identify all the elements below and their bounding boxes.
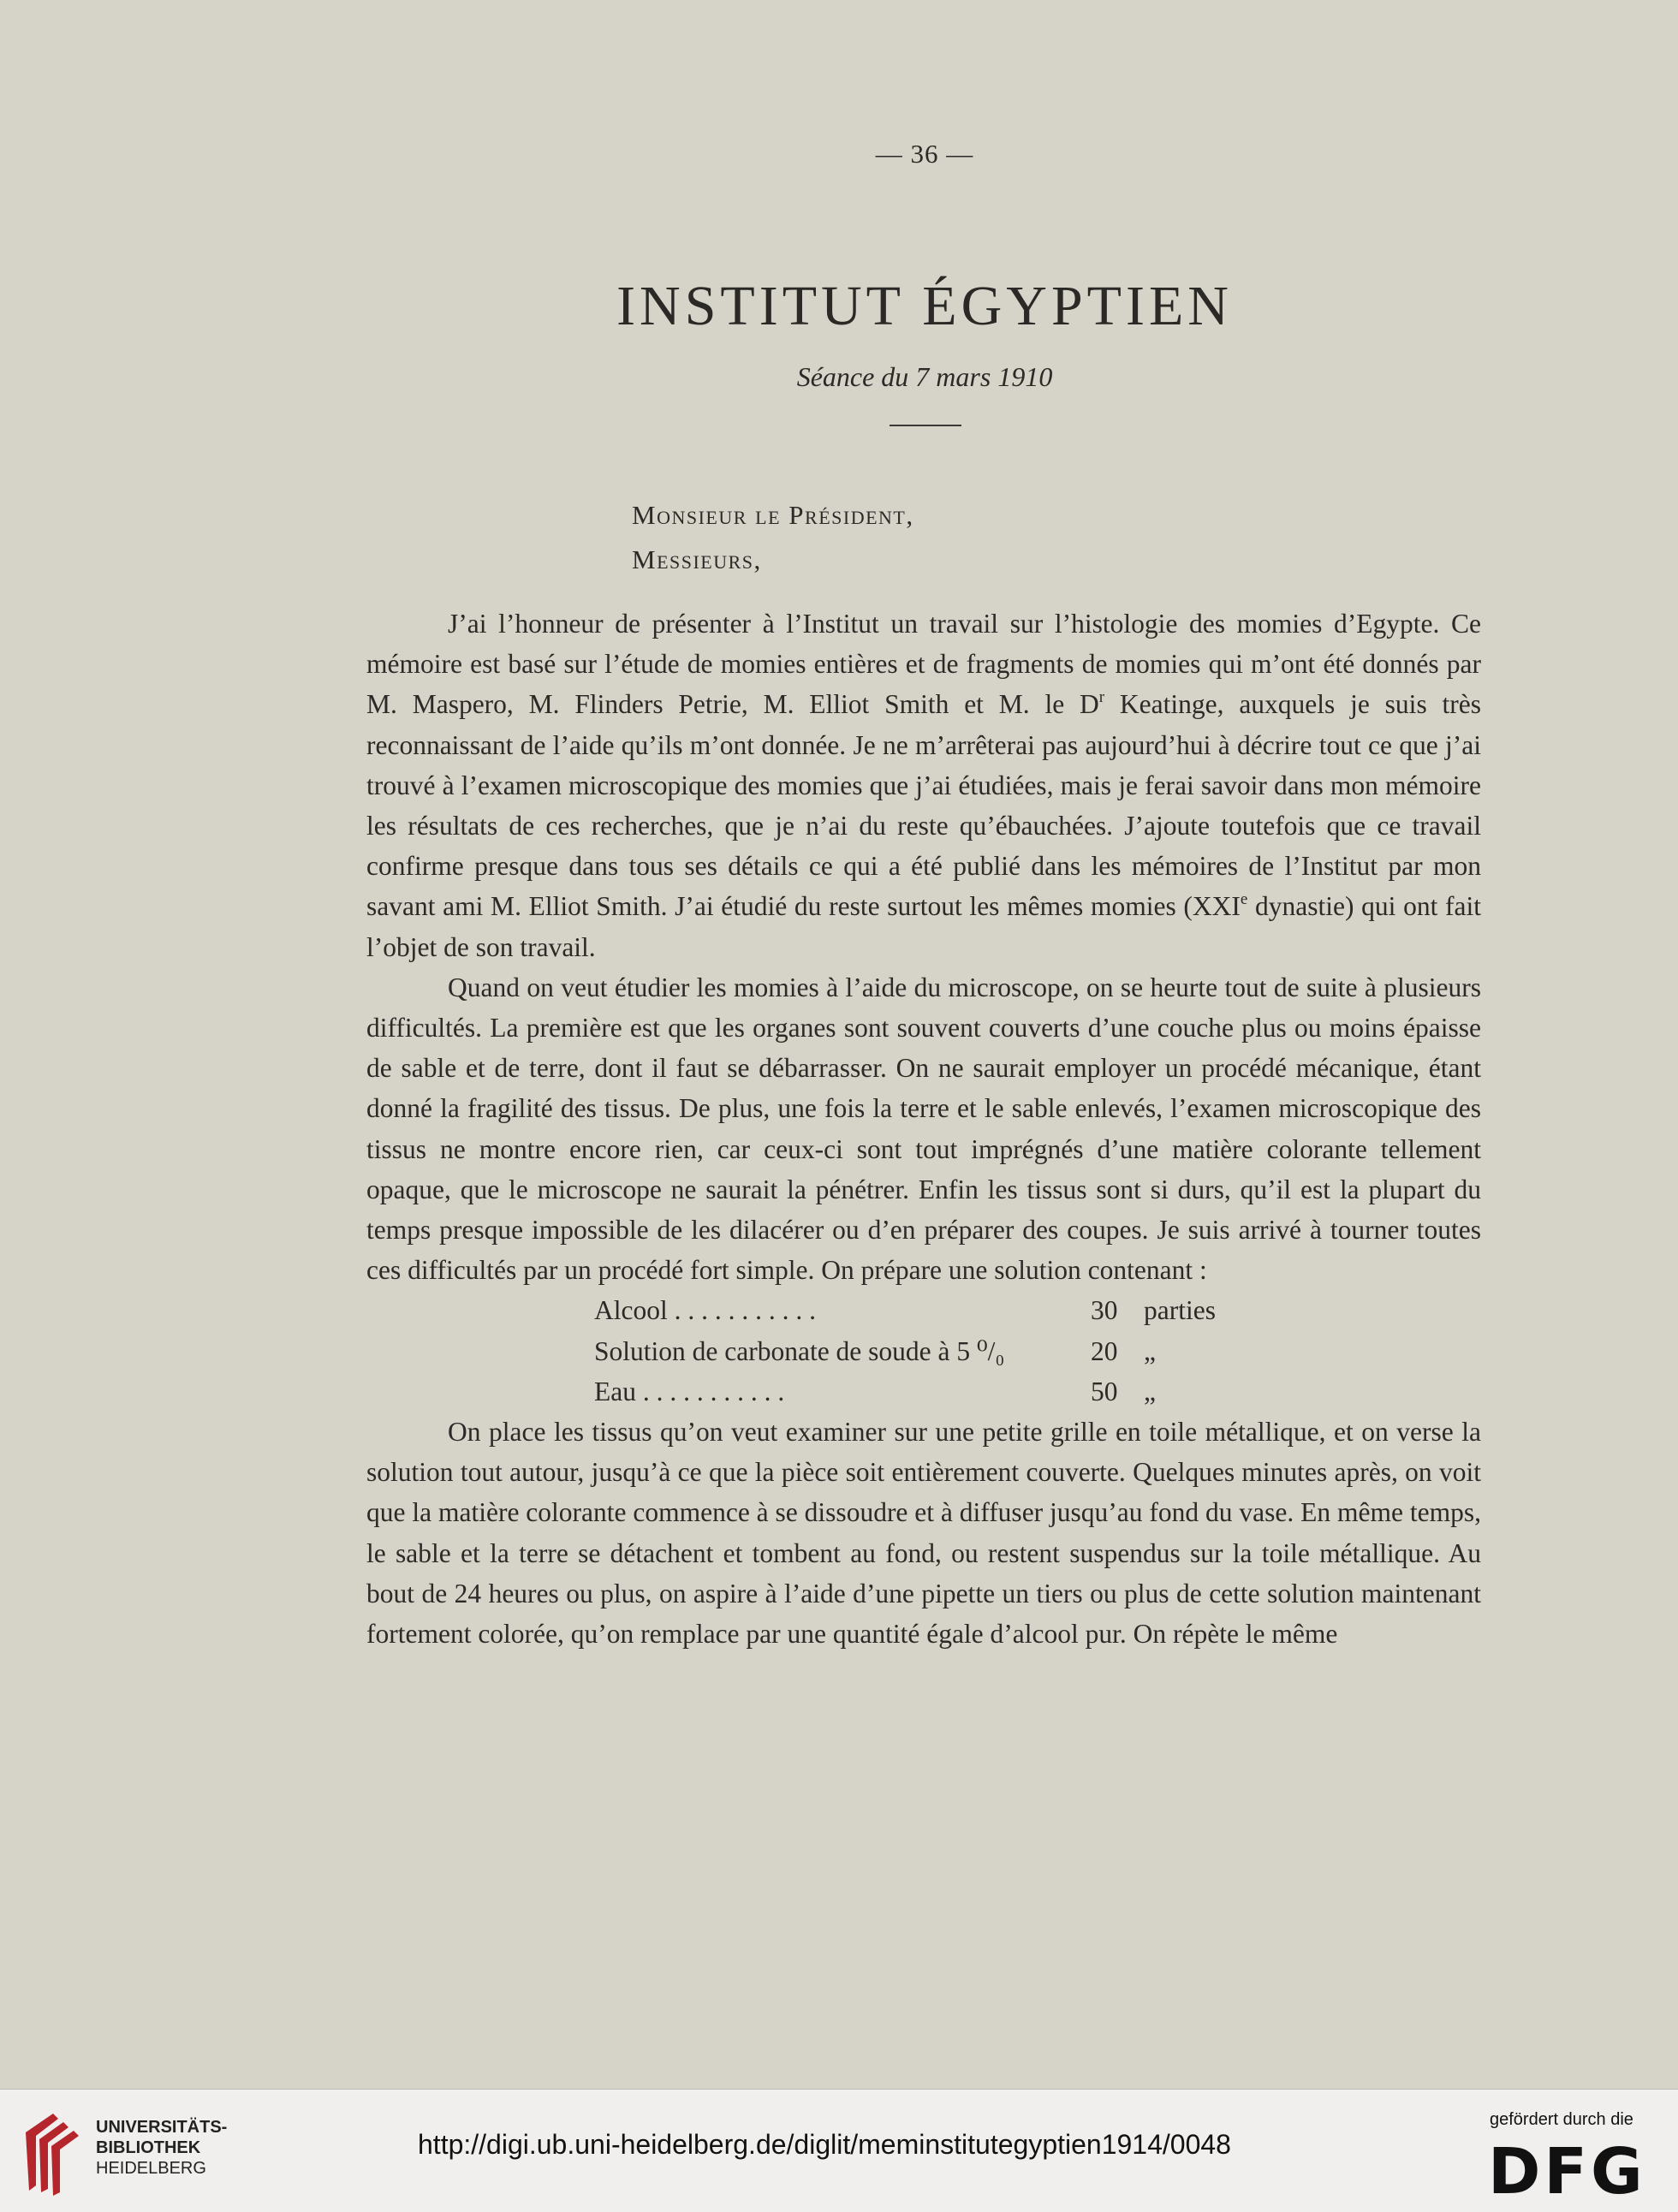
recipe-table bbox=[366, 1290, 1481, 1412]
recipe-quantity: 30 bbox=[1091, 1295, 1118, 1326]
recipe-quantity: 20 bbox=[1091, 1335, 1118, 1366]
library-name[interactable]: UNIVERSITÄTS- BIBLIOTHEK HEIDELBERG bbox=[96, 2118, 228, 2178]
footer-bar bbox=[0, 2089, 1678, 2212]
permalink-url[interactable]: http://digi.ub.uni-heidelberg.de/diglit/meminstitutegyptien1914/0048 bbox=[418, 2129, 1231, 2160]
recipe-unit: „ bbox=[1144, 1376, 1156, 1406]
recipe-ingredient: Solution de carbonate de soude à 5 ⁰/₀ bbox=[594, 1335, 1005, 1366]
salutation-line-2: Messieurs, bbox=[632, 544, 762, 574]
recipe-quantity: 50 bbox=[1091, 1376, 1118, 1406]
paragraph-1: J’ai l’honneur de présenter à l’Institut un travail sur l’histologie des momies d’Egypte. Ce mémoire est basé sur l’étude de momies entières et de fragments de momies qui m’ont été donnés par M. Maspero, M. Flinders Petrie, M. Elliot Smith et M. le $D^r$ Keatinge, auxquels je suis très reconnaissant de l’aide qu’ils m’ont donnée. Je ne m’arrêterai pas aujourd’hui à décrire tout ce que j’ai trouvé à l’examen microscopique des momies que j’ai étudiées, mais je ferai savoir dans mon mémoire les résultats de ces recherches, que je n’ai du reste qu’ébauchées. J’ajoute toutefois que ce travail confirme presque dans tous ses détails ce qui a été publié dans les mémoires de l’Institut par mon savant ami M. Elliot Smith. J’ai étudié du reste surtout les mêmes momies (XXIe dynastie) qui ont fait l’objet de son travail. bbox=[366, 609, 1482, 962]
sponsor-caption: gefördert durch die bbox=[1490, 2110, 1633, 2129]
recipe-row bbox=[594, 1290, 1481, 1330]
recipe-ingredient: Alcool . . . . . . . . . . . bbox=[594, 1295, 816, 1326]
recipe-row bbox=[594, 1371, 1481, 1412]
recipe-row bbox=[594, 1331, 1481, 1371]
page-title: INSTITUT ÉGYPTIEN bbox=[616, 275, 1233, 337]
salutation-line-1: Monsieur le Président, bbox=[632, 500, 914, 530]
body-text bbox=[366, 604, 1481, 1654]
recipe-ingredient: Eau . . . . . . . . . . . bbox=[594, 1376, 785, 1406]
dfg-logo-icon[interactable]: DFG bbox=[1488, 2135, 1646, 2209]
session-date: Séance du 7 mars 1910 bbox=[796, 361, 1053, 392]
recipe-unit: parties bbox=[1144, 1295, 1216, 1326]
title-divider bbox=[890, 425, 961, 426]
page-number: — 36 — bbox=[875, 139, 974, 169]
paragraph-3: On place les tissus qu’on veut examiner sur une petite grille en toile métallique, et on verse la solution tout autour, jusqu’à ce que la pièce soit entièrement couverte. Quelques minutes après, on voit que la matière colorante commence à se dissoudre et à diffuser jusqu’au fond du vase. En même temps, le sable et la terre se détachent et tombent au fond, ou restent suspendus sur la toile métallique. Au bout de 24 heures ou plus, on aspire à l’aide d’une pipette un tiers ou plus de cette solution maintenant fortement colorée, qu’on remplace par une quantité égale d’alcool pur. On répète le même bbox=[366, 1417, 1481, 1650]
paragraph-2: Quand on veut étudier les momies à l’aide du microscope, on se heurte tout de suite à plusieurs difficultés. La première est que les organes sont souvent couverts d’une couche plus ou moins épaisse de sable et de terre, dont il faut se débarrasser. On ne saurait employer un procédé mécanique, étant donné la fragilité des tissus. De plus, une fois la terre et le sable enlevés, l’examen microscopique des tissus ne montre encore rien, car ceux-ci sont tout imprégnés d’une matière colorante tellement opaque, que le microscope ne saurait la pénétrer. Enfin les tissus sont si durs, qu’il est la plupart du temps presque impossible de les dilacérer ou d’en préparer des coupes. Je suis arrivé à tourner toutes ces difficultés par un procédé fort simple. On prépare une solution contenant : bbox=[366, 972, 1481, 1286]
university-library-logo-icon[interactable] bbox=[17, 2107, 99, 2197]
recipe-unit: „ bbox=[1144, 1335, 1156, 1366]
